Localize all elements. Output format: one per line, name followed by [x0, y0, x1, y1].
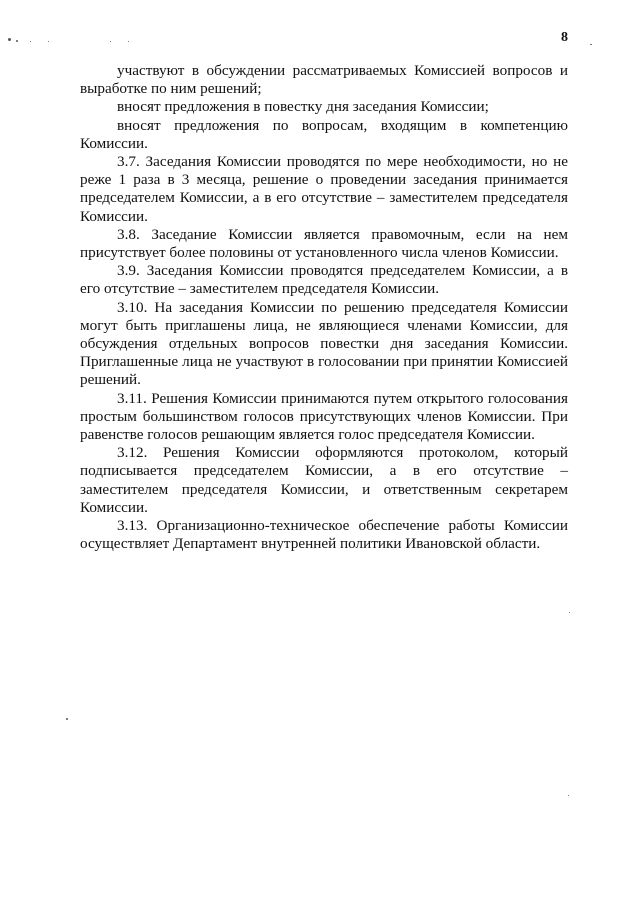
scan-mark: [8, 38, 11, 41]
scan-mark: [569, 612, 570, 613]
paragraph-3-11: 3.11. Решения Комиссии принимаются путем открытого голосования простым большинством голосов присутствующих членов Комиссии. При равенстве голосов решающим является голос председателя Комиссии.: [80, 389, 568, 444]
scan-mark: [30, 41, 31, 42]
scan-mark: [128, 41, 129, 42]
paragraph-continuation: участвуют в обсуждении рассматриваемых Комиссией вопросов и выработке по ним решений;: [80, 62, 568, 98]
scan-mark: [66, 718, 68, 720]
paragraph-3-13: 3.13. Организационно-техническое обеспечение работы Комиссии осуществляет Департамент внутренней политики Ивановской области.: [80, 517, 568, 553]
paragraph-3-9: 3.9. Заседания Комиссии проводятся председателем Комиссии, а в его отсутствие – заместителем председателя Комиссии.: [80, 262, 568, 298]
document-body: [80, 62, 568, 553]
scan-mark: [16, 40, 18, 42]
paragraph-competence-proposals: вносят предложения по вопросам, входящим в компетенцию Комиссии.: [80, 116, 568, 152]
scan-mark: [110, 41, 111, 42]
paragraph-3-8: 3.8. Заседание Комиссии является правомочным, если на нем присутствует более половины от установленного числа членов Комиссии.: [80, 225, 568, 262]
paragraph-3-10: 3.10. На заседания Комиссии по решению председателя Комиссии могут быть приглашены лица, не являющиеся членами Комиссии, для обсуждения отдельных вопросов повестки дня заседания Комиссии. Приглашенные лица не участвуют в голосовании при принятии Комиссией решений.: [80, 298, 568, 389]
paragraph-agenda-proposals: вносят предложения в повестку дня заседания Комиссии;: [117, 98, 489, 116]
page-number: 8: [561, 30, 568, 45]
paragraph-3-12: 3.12. Решения Комиссии оформляются протоколом, который подписывается председателем Комиссии, а в его отсутствие – заместителем председателя Комиссии, и ответственным секретарем Комиссии.: [80, 444, 568, 516]
paragraph-3-7: 3.7. Заседания Комиссии проводятся по мере необходимости, но не реже 1 раза в 3 месяца, решение о проведении заседания принимается председателем Комиссии, а в его отсутствие – заместителем председателя Комиссии.: [80, 153, 568, 225]
scan-mark: [48, 41, 49, 42]
scan-mark: [590, 44, 592, 45]
scan-mark: [568, 795, 569, 796]
